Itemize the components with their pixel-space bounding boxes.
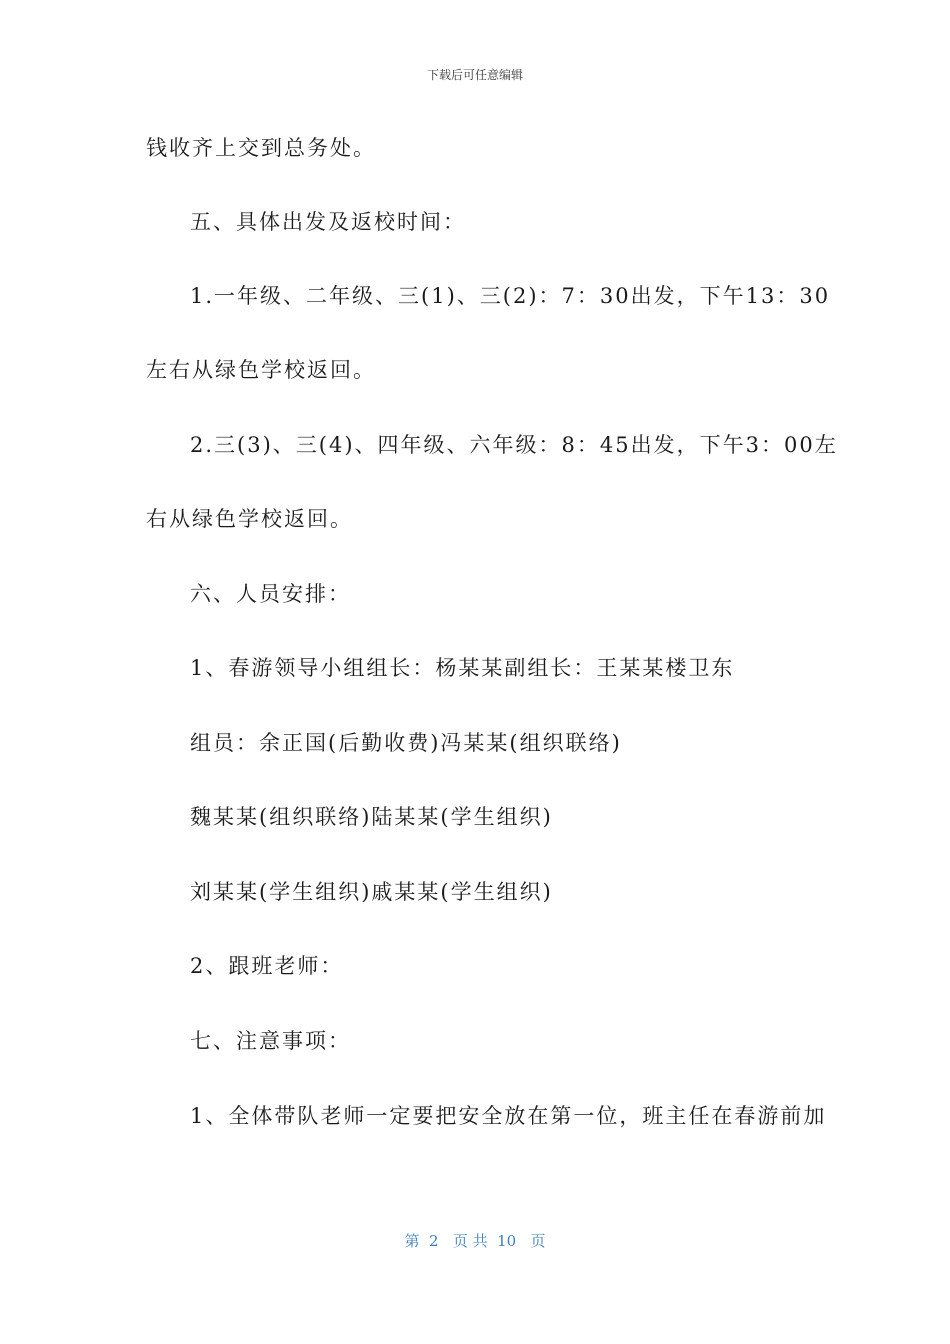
text-line: 1.一年级、二年级、三(1)、三(2)：7：30出发，下午13：30: [190, 284, 831, 308]
text-line: 钱收齐上交到总务处。: [146, 136, 376, 160]
text-line: 右从绿色学校返回。: [146, 507, 353, 531]
text-line: 组员：余正国(后勤收费)冯某某(组织联络): [190, 731, 622, 755]
text-line: 1、春游领导小组组长：杨某某副组长：王某某楼卫东: [190, 656, 735, 680]
text-line: 左右从绿色学校返回。: [146, 358, 376, 382]
text-line: 刘某某(学生组织)戚某某(学生组织): [190, 880, 553, 904]
text-line: 2、跟班老师：: [190, 954, 344, 978]
header-note: 下载后可任意编辑: [426, 68, 523, 82]
text-line: 魏某某(组织联络)陆某某(学生组织): [190, 805, 553, 829]
section-heading: 六、人员安排：: [190, 582, 351, 606]
section-heading: 五、具体出发及返校时间：: [190, 210, 466, 234]
page-number-footer: 第 2 页 共 10 页: [404, 1232, 546, 1250]
section-heading: 七、注意事项：: [190, 1029, 351, 1053]
text-line: 2.三(3)、三(4)、四年级、六年级：8：45出发，下午3：00左: [190, 433, 838, 457]
text-line: 1、全体带队老师一定要把安全放在第一位，班主任在春游前加: [190, 1104, 827, 1128]
